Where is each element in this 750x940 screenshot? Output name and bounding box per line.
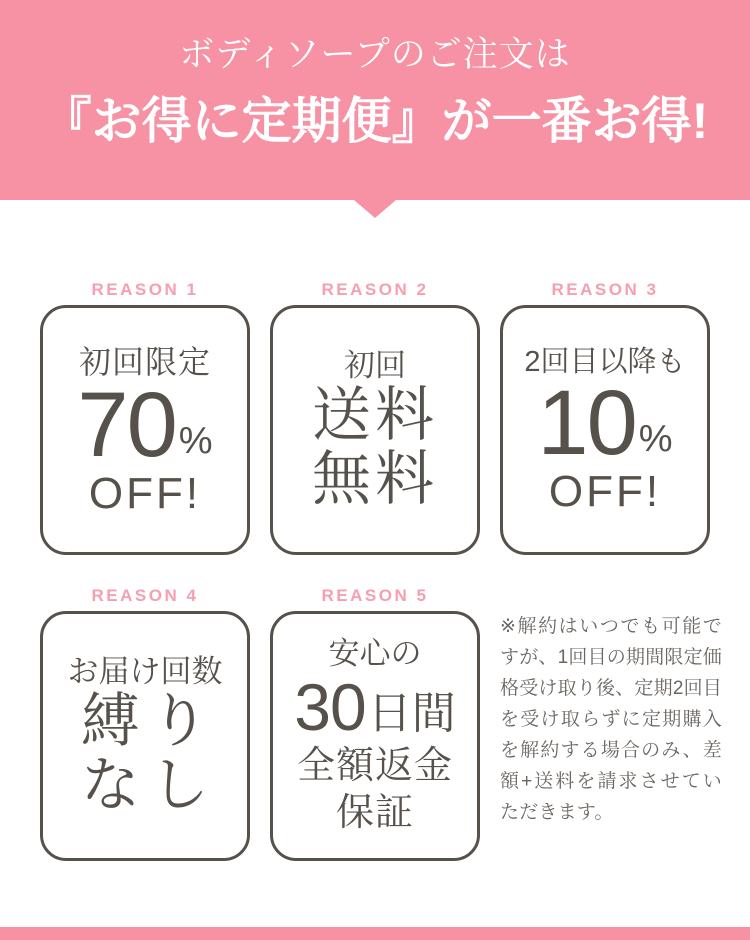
reason-card-repeat-10-off <box>500 305 710 555</box>
reason-cell-4 <box>40 586 250 861</box>
reason-cell-2 <box>270 280 480 555</box>
reason-4-label: REASON 4 <box>91 586 199 605</box>
reason-1-number: 70 <box>77 374 176 477</box>
reason-3-big-number-row <box>537 372 673 475</box>
footer-pink-bar <box>0 927 750 940</box>
reason-1-percent: % <box>178 419 213 462</box>
reason-5-line2: 保証 <box>335 792 414 835</box>
reason-1-off-text: OFF! <box>88 468 202 518</box>
reason-card-no-commitment <box>40 611 250 861</box>
reason-5-number: 30 <box>294 669 366 744</box>
reason-4-line1: 縛り <box>80 688 219 755</box>
reason-cell-1 <box>40 280 250 555</box>
reason-card-first-time-70-off <box>40 305 250 555</box>
reason-1-big-number-row <box>77 374 213 477</box>
reason-2-line2: 無料 <box>311 445 438 512</box>
reason-3-subtitle: 2回目以降も <box>524 346 686 379</box>
banner-title-line2: 『お得に定期便』が一番お得! <box>41 92 709 149</box>
reason-2-subtitle: 初回 <box>344 348 406 384</box>
disclaimer-cell <box>500 586 722 861</box>
reason-cell-3 <box>500 280 710 555</box>
reason-card-free-shipping <box>270 305 480 555</box>
reason-1-label: REASON 1 <box>91 280 199 299</box>
reason-5-days-unit: 日間 <box>367 688 456 738</box>
reason-4-line2: なし <box>80 751 219 818</box>
cancellation-disclaimer-note: ※解約はいつでも可能ですが、1回目の期間限定価格受け取り後、定期2回目を受け取らずに定期購入を解約する場合のみ、差額+送料を請求させていただきます。 <box>500 616 722 823</box>
reason-3-percent: % <box>638 418 673 461</box>
reason-5-line1: 全額返金 <box>296 745 453 788</box>
banner-title-line1: ボディソープのご注文は <box>179 35 571 74</box>
reason-5-subtitle: 安心の <box>328 636 422 671</box>
reason-3-label: REASON 3 <box>551 280 659 299</box>
reason-5-label: REASON 5 <box>321 586 429 605</box>
reason-2-label: REASON 2 <box>321 280 429 299</box>
reason-5-big-number-row <box>294 669 456 744</box>
reason-1-subtitle: 初回限定 <box>78 344 211 381</box>
reason-4-subtitle: お届け回数 <box>67 654 223 690</box>
reason-cell-5 <box>270 586 480 861</box>
reason-2-line1: 送料 <box>311 382 438 449</box>
reasons-grid <box>40 280 722 861</box>
promo-banner <box>0 0 750 200</box>
triangle-pointer-icon <box>354 200 396 218</box>
reason-3-off-text: OFF! <box>548 466 662 516</box>
reason-card-money-back-guarantee <box>270 611 480 861</box>
reason-3-number: 10 <box>537 372 636 475</box>
